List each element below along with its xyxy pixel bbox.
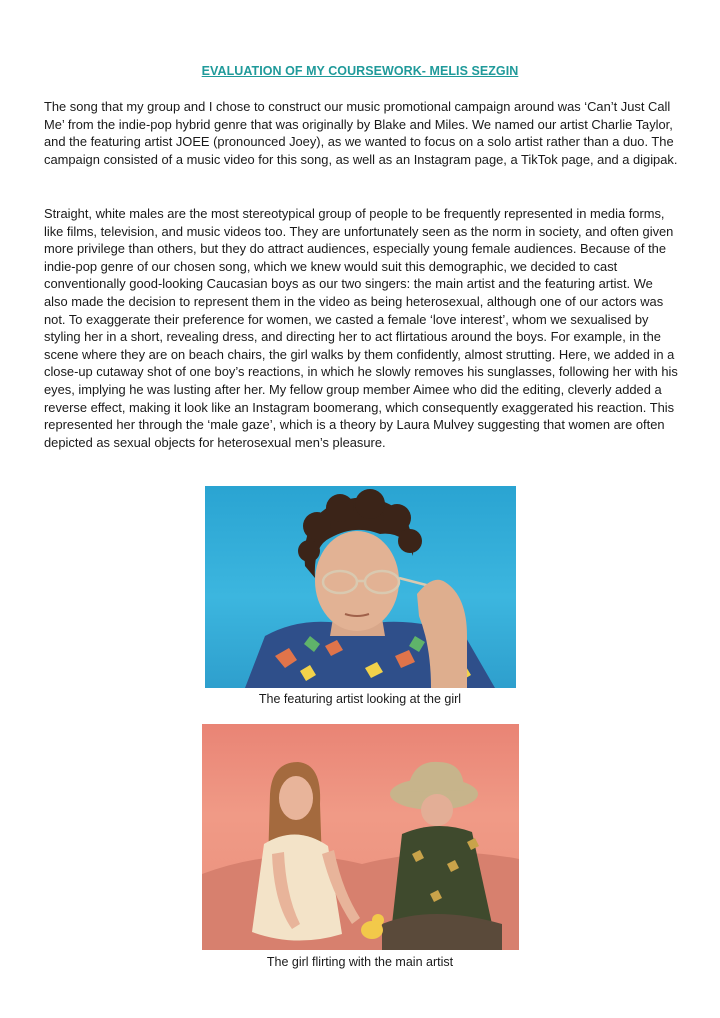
figure-caption-main-artist: The girl flirting with the main artist (266, 955, 454, 969)
paragraph-representation: Straight, white males are the most stereotypical group of people to be frequently represented in media forms, like films, television, and music videos too. They are unfortunately seen as the norm in society, and often given more privilege than others, but they do attract audiences, especially young female audiences. Because of the indie-pop genre of our chosen song, which we knew would suit this demographic, we decided to cast conventionally good-looking Caucasian boys as our two singers: the main artist and the featuring artist. We also made the decision to represent them in the video as being heterosexual, although one of our actors was not. To exaggerate their preference for women, we casted a female ‘love interest’, whom we sexualised by styling her in a short, revealing dress, and directing her to act flirtatious around the boys. For example, in the scene where they are on beach chairs, the girl walks by them confidently, almost strutting. Here, we added in a close-up cutaway shot of one boy’s reactions, in which he slowly removes his sunglasses, following her with his eyes, implying he was lusting after her. My fellow group member Aimee who did the editing, cleverly added a reverse effect, making it look like an Instagram boomerang, which consequently exaggerated his reaction. This represented her through the ‘male gaze’, which is a theory by Laura Mulvey suggesting that women are often depicted as sexual objects for heterosexual men’s pleasure. (44, 206, 678, 450)
paragraph-intro: The song that my group and I chose to construct our music promotional campaign around was ‘Can’t Just Call Me’ from the indie-pop hybrid genre that was originally by Blake and Miles. We named our artist Charlie Taylor, and the featuring artist JOEE (pronounced Joey), as we wanted to focus on a solo artist rather than a duo. The campaign consisted of a music video for this song, as well as an Instagram page, a TikTok page, and a digipak. (44, 99, 678, 167)
main-artist-and-girl-illustration (202, 724, 519, 950)
featuring-artist-illustration (205, 486, 516, 688)
figure-caption-featuring-artist: The featuring artist looking at the girl (258, 692, 462, 706)
featuring-artist-photo (205, 486, 516, 688)
main-artist-and-girl-photo (202, 724, 519, 950)
document-title: EVALUATION OF MY COURSEWORK- MELIS SEZGIN (201, 64, 519, 78)
